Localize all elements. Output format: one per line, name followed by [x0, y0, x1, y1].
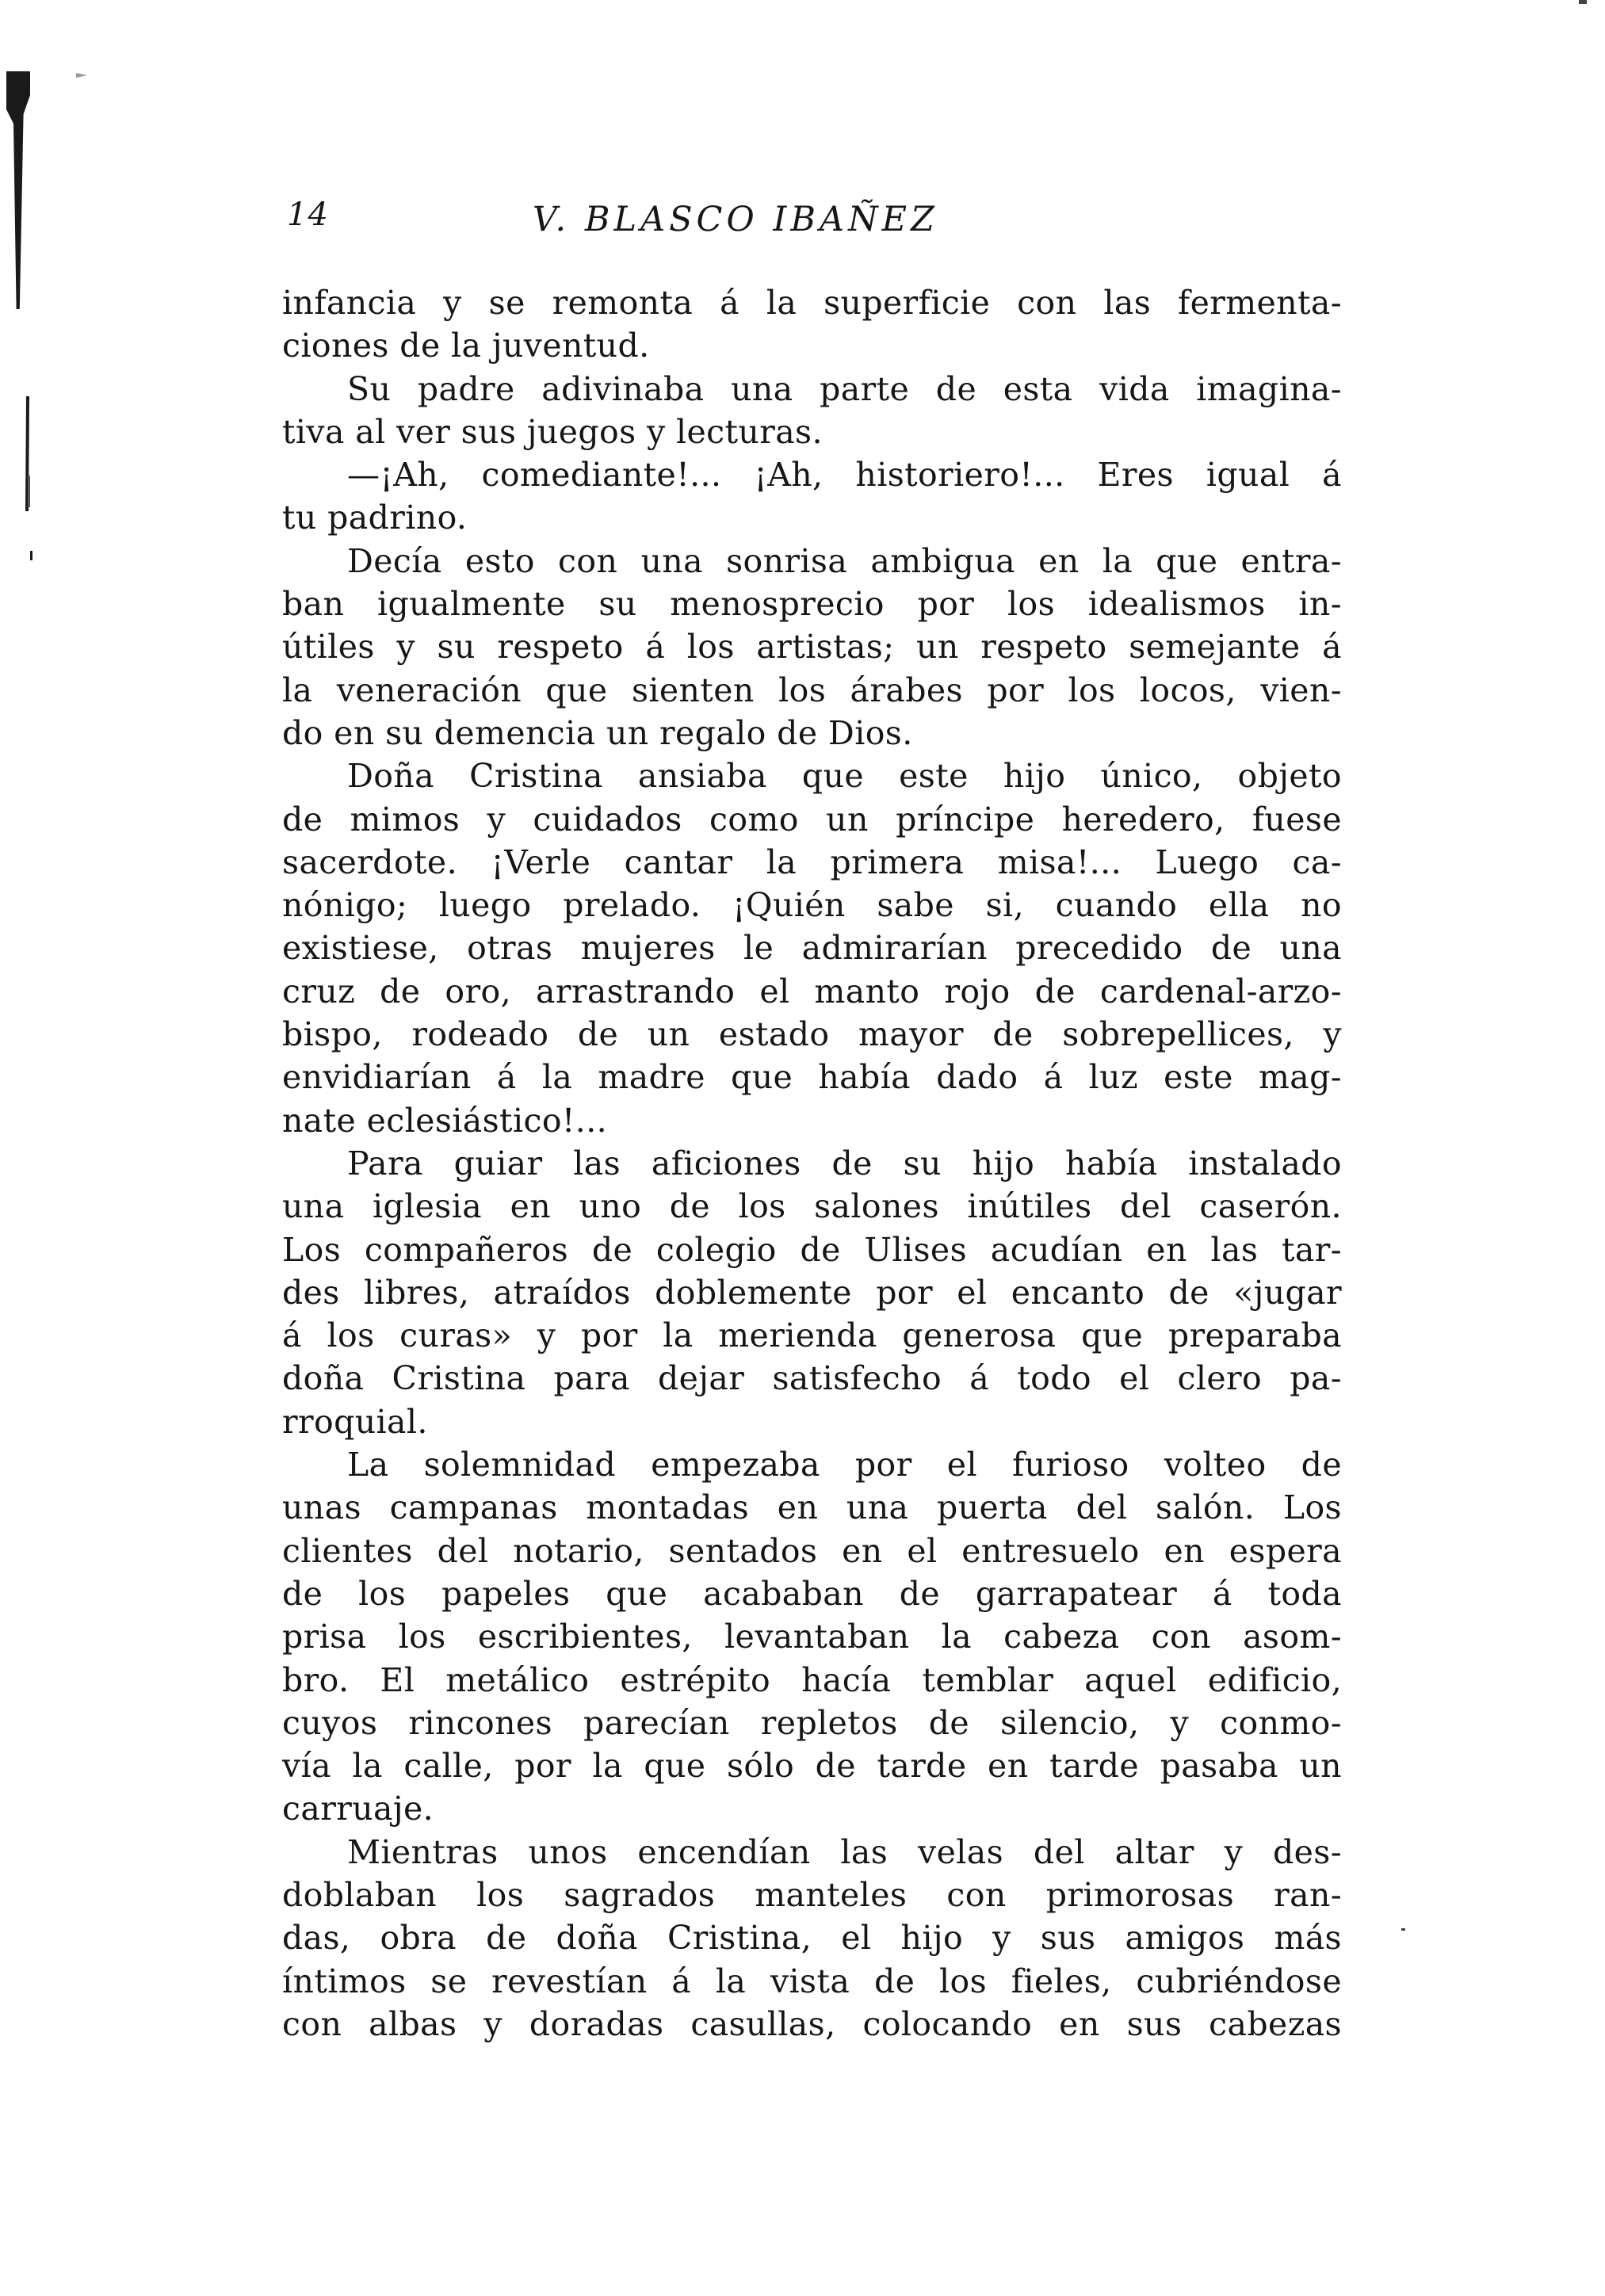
- text-line: bro. El metálico estrépito hacía temblar aquel edificio,: [282, 1660, 1342, 1699]
- text-line: tiva al ver sus juegos y lecturas.: [282, 412, 823, 451]
- page-header: [287, 197, 1349, 244]
- text-line: sacerdote. ¡Verle cantar la primera misa!... Luego ca-: [282, 842, 1342, 881]
- scan-speck: [1579, 0, 1587, 4]
- text-line: unas campanas montadas en una puerta del salón. Los: [282, 1488, 1342, 1527]
- text-line: Para guiar las aficiones de su hijo había instalado: [347, 1144, 1342, 1182]
- text-line: do en su demencia un regalo de Dios.: [282, 713, 913, 752]
- text-line: clientes del notario, sentados en el entresuelo en espera: [282, 1531, 1342, 1570]
- text-line: prisa los escribientes, levantaban la cabeza con asom-: [282, 1618, 1342, 1656]
- text-line: —¡Ah, comediante!... ¡Ah, historiero!... Eres igual á: [347, 456, 1342, 495]
- text-line: doblaban los sagrados manteles con primorosas ran-: [282, 1875, 1342, 1914]
- text-line: de mimos y cuidados como un príncipe heredero, fuese: [282, 800, 1342, 839]
- text-line: envidiarían á la madre que había dado á luz este mag-: [282, 1058, 1342, 1097]
- running-title: V. BLASCO IBAÑEZ: [533, 200, 938, 239]
- text-line: de los papeles que acababan de garrapatear á toda: [282, 1574, 1342, 1613]
- text-line: con albas y doradas casullas, colocando en sus cabezas: [282, 2004, 1342, 2043]
- text-line: vía la calle, por la que sólo de tarde en tarde pasaba un: [282, 1747, 1342, 1786]
- text-line: existiese, otras mujeres le admirarían precedido de una: [282, 929, 1342, 968]
- text-line: nónigo; luego prelado. ¡Quién sabe si, cuando ella no: [282, 886, 1342, 925]
- text-line: tu padrino.: [282, 499, 468, 537]
- text-line: ban igualmente su menosprecio por los idealismos in-: [282, 585, 1342, 624]
- text-line: carruaje.: [282, 1790, 434, 1828]
- text-line: una iglesia en uno de los salones inútiles del caserón.: [282, 1187, 1342, 1226]
- scan-edge-mark: [28, 476, 30, 507]
- text-line: Mientras unos encendían las velas del altar y des-: [347, 1832, 1342, 1871]
- text-line: rroquial.: [282, 1402, 428, 1441]
- text-line: útiles y su respeto á los artistas; un respeto semejante á: [282, 628, 1342, 667]
- text-line: ciones de la juventud.: [282, 327, 650, 365]
- text-line: nate eclesiástico!...: [282, 1101, 608, 1140]
- text-line: Su padre adivinaba una parte de esta vida imagina-: [347, 369, 1342, 408]
- text-line: íntimos se revestían á la vista de los fieles, cubriéndose: [282, 1962, 1342, 2000]
- text-line: la veneración que sienten los árabes por los locos, vien-: [282, 670, 1342, 709]
- text-line: doña Cristina para dejar satisfecho á todo el clero pa-: [282, 1359, 1342, 1398]
- text-line: cruz de oro, arrastrando el manto rojo de cardenal-arzo-: [282, 972, 1342, 1010]
- text-line: Doña Cristina ansiaba que este hijo único, objeto: [347, 757, 1342, 796]
- text-line: das, obra de doña Cristina, el hijo y sus amigos más: [282, 1919, 1342, 1958]
- scan-speck: [1401, 1928, 1405, 1931]
- text-line: á los curas» y por la merienda generosa que preparaba: [282, 1316, 1342, 1355]
- scan-speck: [76, 73, 87, 78]
- text-line: bispo, rodeado de un estado mayor de sobrepellices, y: [282, 1015, 1342, 1054]
- text-line: infancia y se remonta á la superficie con las fermenta-: [282, 284, 1342, 322]
- text-line: Decía esto con una sonrisa ambigua en la que entra-: [347, 541, 1342, 580]
- text-line: La solemnidad empezaba por el furioso volteo de: [347, 1446, 1342, 1484]
- text-line: des libres, atraídos doblemente por el encanto de «jugar: [282, 1273, 1342, 1312]
- scan-edge-mark: [6, 71, 30, 309]
- text-line: Los compañeros de colegio de Ulises acudían en las tar-: [282, 1230, 1342, 1269]
- scan-speck: [30, 551, 32, 560]
- page-number: 14: [287, 197, 329, 233]
- body-text: [282, 281, 1342, 2046]
- text-line: cuyos rincones parecían repletos de silencio, y conmo-: [282, 1703, 1342, 1742]
